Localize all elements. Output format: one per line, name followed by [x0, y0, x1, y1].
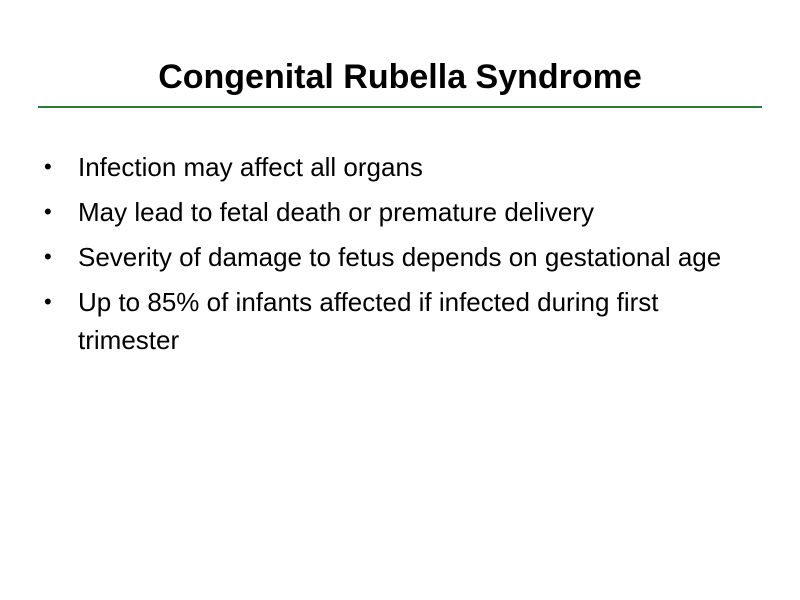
bullet-item — [40, 193, 740, 231]
bullet-item — [40, 238, 740, 276]
bullet-text: Infection may affect all organs — [78, 152, 423, 182]
bullet-text: May lead to fetal death or premature delivery — [78, 197, 594, 227]
slide-title: Congenital Rubella Syndrome — [158, 58, 642, 96]
bullet-dot-icon: • — [44, 154, 52, 179]
bullet-item — [40, 148, 740, 186]
bullet-list — [40, 148, 740, 366]
bullet-text: Up to 85% of infants affected if infected during first trimester — [78, 287, 659, 355]
bullet-dot-icon: • — [44, 289, 52, 314]
bullet-text: Severity of damage to fetus depends on gestational age — [78, 242, 722, 272]
title-divider — [38, 106, 762, 108]
bullet-dot-icon: • — [44, 244, 52, 269]
bullet-dot-icon: • — [44, 199, 52, 224]
bullet-item — [40, 283, 740, 359]
